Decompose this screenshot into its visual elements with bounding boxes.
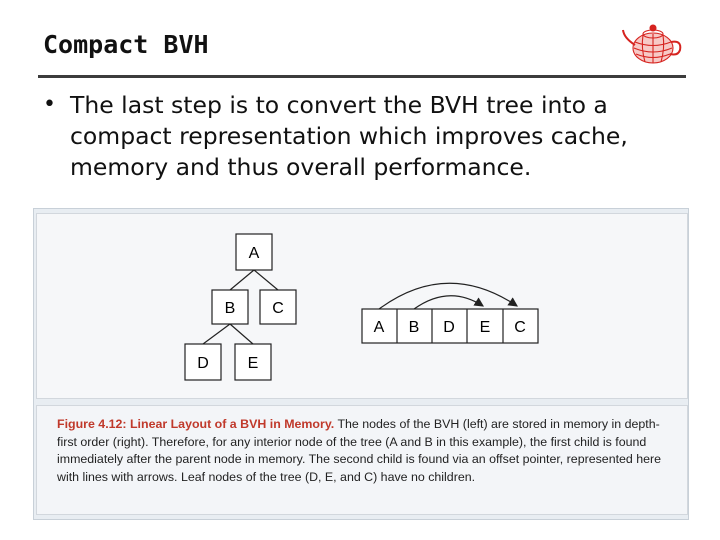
tree-node-d xyxy=(185,344,221,380)
linear-cell-label: E xyxy=(479,319,491,336)
tree-node-label: C xyxy=(272,300,284,317)
bvh-diagram xyxy=(37,214,687,398)
figure-panel xyxy=(33,208,689,520)
linear-layout xyxy=(362,283,538,343)
linear-cell-label: A xyxy=(373,319,385,336)
figure-caption xyxy=(57,416,669,486)
diagram-box xyxy=(36,213,688,399)
bullet-marker: • xyxy=(43,92,56,117)
tree-node-c xyxy=(260,290,296,324)
slide-title: Compact BVH xyxy=(43,30,209,59)
tree-node-label: E xyxy=(247,355,259,372)
linear-cell-label: C xyxy=(514,319,526,336)
linear-cell-label: B xyxy=(408,319,420,336)
tree-node-b xyxy=(212,290,248,324)
tree-node-e xyxy=(235,344,271,380)
tree-node-a xyxy=(236,234,272,270)
caption-box xyxy=(36,405,688,515)
caption-body: The nodes of the BVH (left) are stored in memory in depth-first order (right). Therefore, for any interior node of the tree (A and B in this example), the first child is found immediately after the parent node in memory. The second child is found via an offset pointer, represented here with lines with arrows. Leaf nodes of the tree (D, E, and C) have no children. xyxy=(57,417,662,484)
tree-node-label: D xyxy=(197,355,209,372)
teapot-logo-icon xyxy=(620,18,686,68)
title-underline xyxy=(38,75,686,78)
tree-node-label: A xyxy=(248,245,260,262)
bullet-text: The last step is to convert the BVH tree into a compact representation which improves cache, memory and thus overall performance. xyxy=(70,91,628,181)
caption-title: Figure 4.12: Linear Layout of a BVH in Memory. xyxy=(57,417,335,431)
tree-node-label: B xyxy=(224,300,236,317)
linear-cell-label: D xyxy=(443,319,455,336)
offset-arrow-b-to-e xyxy=(414,296,483,309)
